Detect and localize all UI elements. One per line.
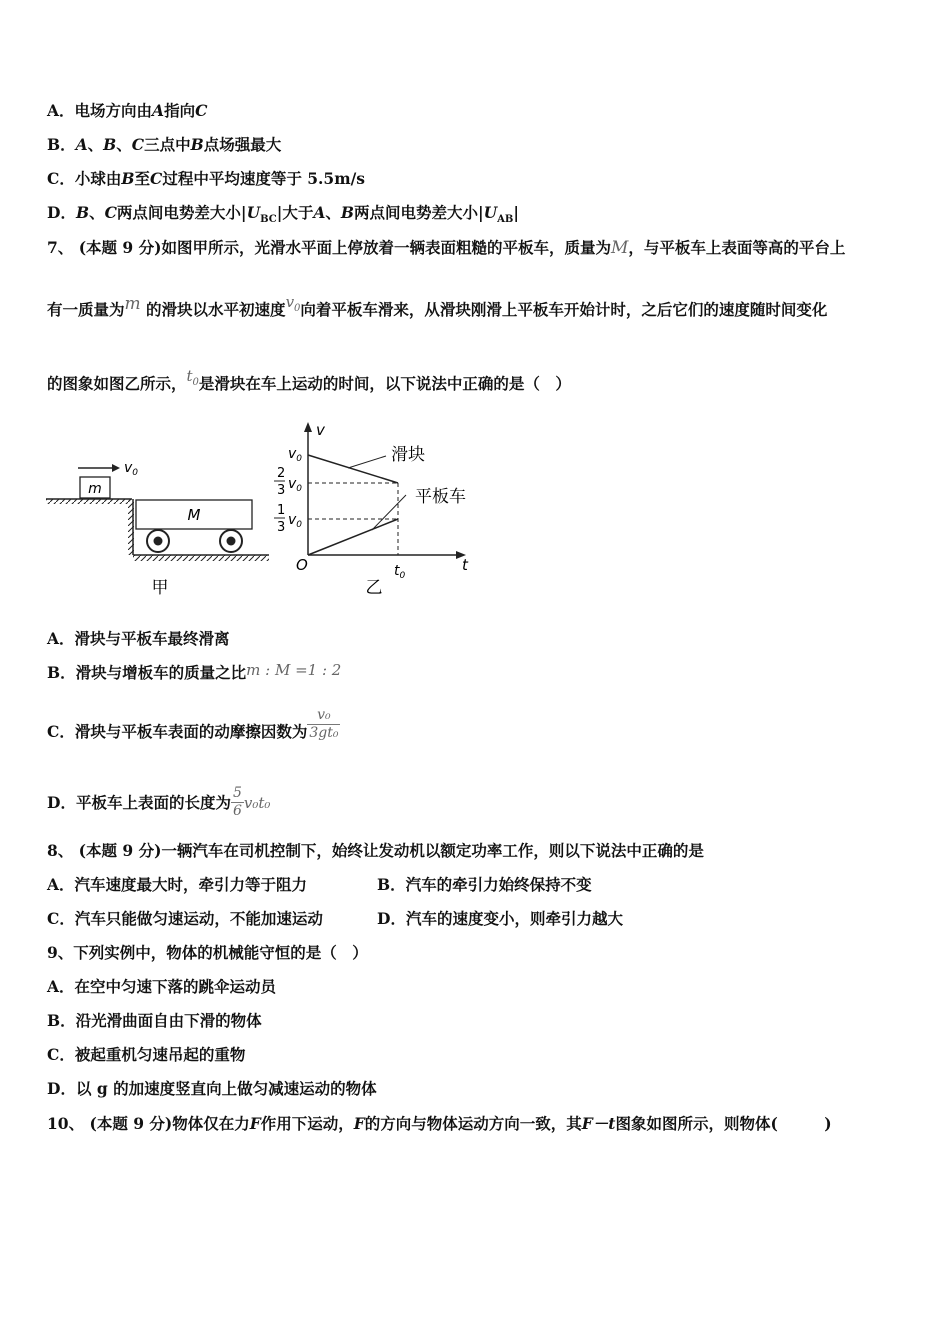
figure-yi [268,418,478,604]
q9-option-a: A．在空中匀速下落的跳伞运动员 [47,977,277,996]
q7-option-a: A．滑块与平板车最终滑离 [47,629,230,648]
q8-option-d: D．汽车的速度变小，则牵引力越大 [377,909,623,928]
q10-stem: 10、 (本题 9 分)物体仅在力F作用下运动，F的方向与物体运动方向一致，其F－t图象如图所示，则物体( ) [47,1114,832,1133]
figure-jia [44,448,276,604]
q7-stem-line2: 有一质量为m 的滑块以水平初速度$v_0$向着平板车滑来，从滑块刚滑上平板车开始计时，之后它们的速度随时间变化 [47,293,828,319]
q9-option-b: B．沿光滑曲面自由下滑的物体 [47,1011,262,1030]
yi-caption: 乙 [365,578,383,598]
q7-stem-line3: 的图象如图乙所示，$t_0$是滑块在车上运动的时间，以下说法中正确的是（ ） [47,367,571,393]
origin-label: O [296,556,308,574]
q6-option-d: D．B、C两点间电势差大小$|U_{BC}|$大于A、B两点间电势差大小$|U_{AB}|$ [47,203,520,226]
q7-option-c: C．滑块与平板车表面的动摩擦因数为 $\frac{\text{v₀}}{\text{3gt₀}}$ [47,706,339,741]
cart-wheel-right-hub [227,537,236,546]
jia-v-label: $v_0$ [124,460,139,478]
one-third-den: 3 [277,520,286,535]
slider-label: 滑块 [391,445,425,465]
block-m-label: m [88,481,102,497]
two-thirds-v: $v_0$ [288,476,303,494]
q9-option-c: C．被起重机匀速吊起的重物 [47,1045,246,1064]
q8-stem: 8、 (本题 9 分)一辆汽车在司机控制下，始终让发动机以额定功率工作，则以下说法中正确的是 [47,841,704,860]
q7-option-d: D．平板车上表面的长度为 $\frac{5}{6}$ v₀t₀ [47,784,271,819]
velocity-arrowhead [112,464,120,472]
q6-option-b: B．A、B、C三点中B点场强最大 [47,135,282,154]
t-axis-label: t [462,556,468,574]
ground-hatch [133,555,269,561]
q6-option-c: C．小球由B至C过程中平均速度等于 5.5m/s [47,169,365,188]
slider-velocity-line [308,455,398,483]
q8-option-c: C．汽车只能做匀速运动，不能加速运动 [47,909,323,928]
two-thirds-den: 3 [277,483,286,498]
v-axis-label: v [316,421,325,439]
q9-stem: 9、下列实例中，物体的机械能守恒的是（ ） [47,943,368,962]
slider-leader [348,456,386,468]
one-third-num: 1 [277,503,286,518]
two-thirds-num: 2 [277,466,286,481]
q6-option-a: A．电场方向由A指向C [47,101,208,120]
q9-option-d: D．以 g 的加速度竖直向上做匀减速运动的物体 [47,1079,377,1098]
q8-option-b: B．汽车的牵引力始终保持不变 [377,875,592,894]
cart-wheel-left-hub [154,537,163,546]
cart-leader [372,495,406,530]
t0-label: $t_0$ [394,563,406,581]
cart-label: 平板车 [415,487,466,507]
q7-stem-line1: 7、 (本题 9 分)如图甲所示，光滑水平面上停放着一辆表面粗糙的平板车，质量为M，与平板车上表面等高的平台上 [47,238,846,258]
v0-label: $v_0$ [288,446,303,464]
one-third-v: $v_0$ [288,512,303,530]
v-axis-arrow [304,422,312,432]
cart-M-label: M [187,506,201,524]
q8-option-a: A．汽车速度最大时，牵引力等于阻力 [47,875,308,894]
q7-option-b: B．滑块与增板车的质量之比m : M =1 : 2 [47,661,342,682]
cart-velocity-line [308,519,398,555]
jia-caption: 甲 [151,578,169,598]
